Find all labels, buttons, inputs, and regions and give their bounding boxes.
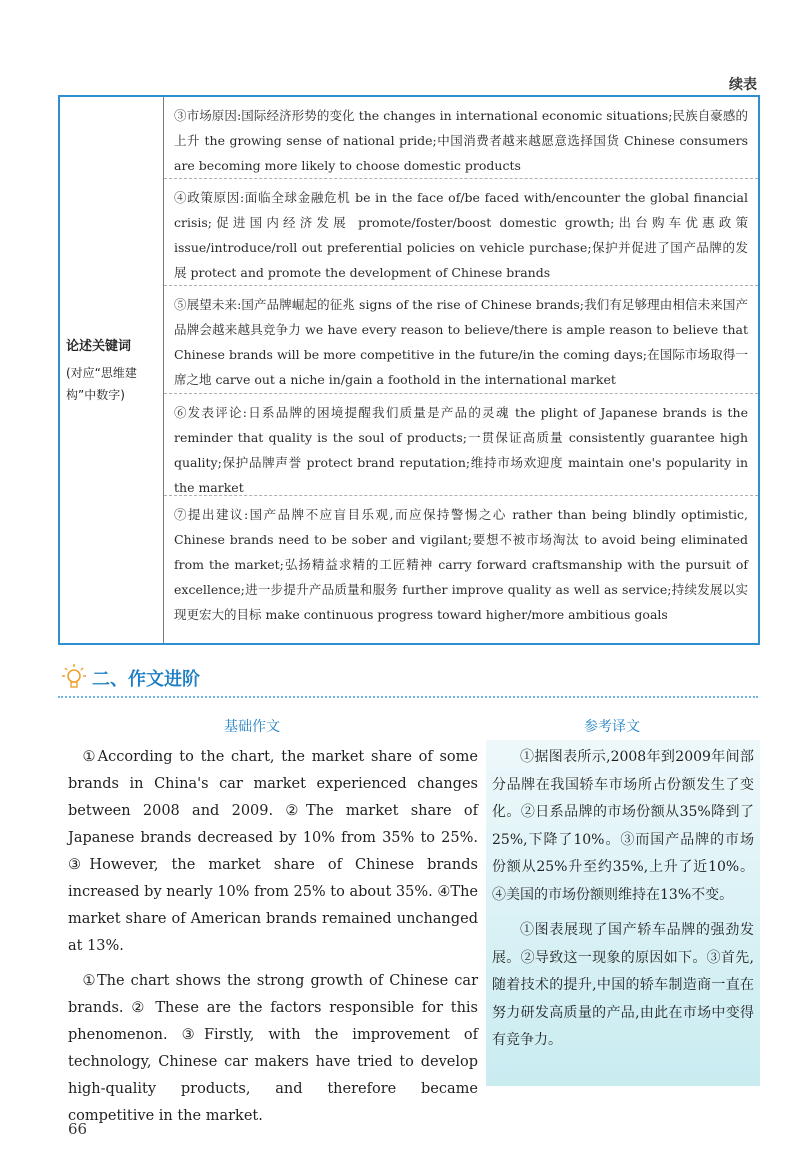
keyword-table-title: 论述关键词: [66, 338, 132, 354]
keyword-row-policy: ④政策原因:面临全球金融危机 be in the face of/be faced with/encounter the global financial crisis;促进国内经济发展 promote/foster/boost domestic growth;出台购车优惠政策 issue/introduce/roll out preferential policies on vehicle purchase;保护并促进了国产品牌的发展 protect and promote the development of Chinese brands: [164, 179, 758, 286]
section-header: [58, 660, 758, 698]
essay-title: 基础作文: [224, 719, 280, 735]
essay-body: [68, 744, 478, 1138]
translation-paragraph-2: ①图表展现了国产轿车品牌的强劲发展。②导致这一现象的原因如下。③首先,随着技术的提升,中国的轿车制造商一直在努力研发高质量的产品,由此在市场中变得有竞争力。: [492, 922, 754, 1048]
section-title: 二、作文进阶: [92, 669, 200, 690]
keyword-row-market: ③市场原因:国际经济形势的变化 the changes in international economic situations;民族自豪感的上升 the growing sense of national pride;中国消费者越来越愿意选择国货 Chinese consumers are becoming more likely to choose domestic products: [164, 97, 758, 179]
keyword-table: [58, 95, 760, 645]
continued-label: 续表: [729, 77, 757, 93]
keyword-row-outlook: ⑤展望未来:国产品牌崛起的征兆 signs of the rise of Chinese brands;我们有足够理由相信未来国产品牌会越来越具竞争力 we have every reason to believe/there is ample reason to believe that Chinese brands will be more competitive in the future/in the coming days;在国际市场取得一席之地 carve out a niche in/gain a foothold in the international market: [164, 286, 758, 394]
page-number: 66: [68, 1120, 88, 1138]
lightbulb-icon: [62, 664, 86, 690]
translation-paragraph-1: ①据图表所示,2008年到2009年间部分品牌在我国轿车市场所占份额发生了变化。②日系品牌的市场份额从35%降到了25%,下降了10%。③而国产品牌的市场份额从25%升至约35%,上升了近10%。④美国的市场份额则维持在13%不变。: [492, 749, 754, 903]
essay-paragraph-1: ①According to the chart, the market share of some brands in China's car market experienced changes between 2008 and 2009. ②The market share of Japanese brands decreased by 10% from 35% to 25%. ③However, the market share of Chinese brands increased by nearly 10% from 25% to about 35%. ④The market share of American brands remained unchanged at 13%.: [68, 749, 478, 954]
keyword-table-note: (对应“思维建构”中数字): [66, 365, 137, 402]
translation-title: 参考译文: [584, 719, 640, 735]
keyword-row-suggestion: ⑦提出建议:国产品牌不应盲目乐观,而应保持警惕之心 rather than being blindly optimistic, Chinese brands need to be sober and vigilant;要想不被市场淘汰 to avoid being eliminated from the market;弘扬精益求精的工匠精神 carry forward craftsmanship with the pursuit of excellence;进一步提升产品质量和服务 further improve quality as well as service;持续发展以实现更宏大的目标 make continuous progress toward higher/more ambitious goals: [174, 507, 748, 622]
essay-paragraph-2: ①The chart shows the strong growth of Chinese car brands. ② These are the factors responsible for this phenomenon. ③Firstly, with the improvement of technology, Chinese car makers have tried to develop high-quality products, and therefore became competitive in the market.: [68, 973, 478, 1124]
keyword-row-comment: ⑥发表评论:日系品牌的困境提醒我们质量是产品的灵魂 the plight of Japanese brands is the reminder that quality is the soul of products;一贯保证高质量 consistently guarantee high quality;保护品牌声誉 protect brand reputation;维持市场欢迎度 maintain one's popularity in the market: [164, 394, 758, 496]
keyword-table-label-cell: [60, 97, 164, 643]
translation-body: [492, 744, 754, 1063]
keyword-table-rows: [164, 97, 758, 643]
